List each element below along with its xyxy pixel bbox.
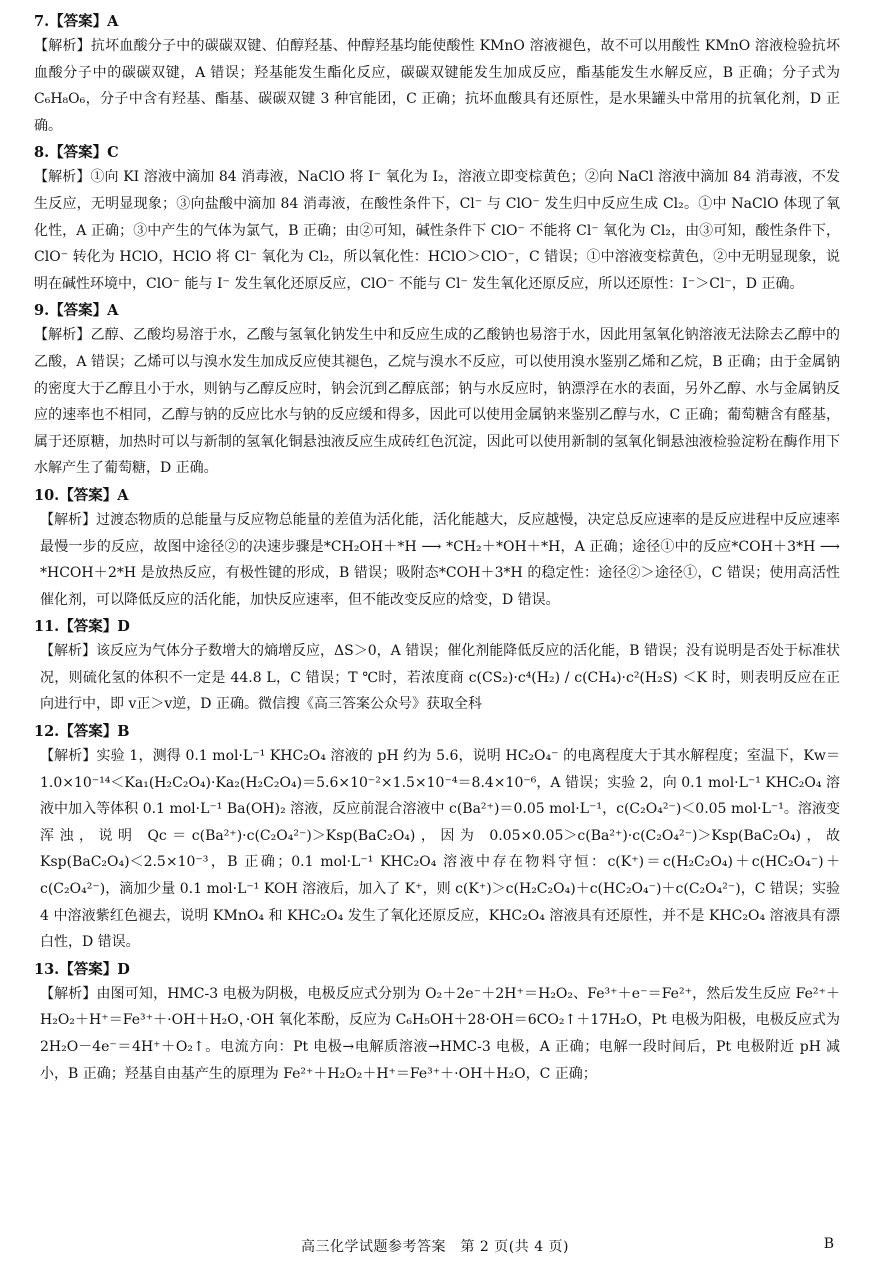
explanation: 【解析】由图可知，HMC-3 电极为阴极，电极反应式分别为 O₂＋2e⁻＋2H⁺＝H₂O₂、Fe³⁺＋e⁻＝Fe²⁺，然后发生反应 Fe²⁺＋H₂O₂＋H⁺＝Fe³⁺＋·OH＋H₂O，·OH 氧化苯酚，反应为 C₆H₅OH＋28·OH＝6CO₂↑＋17H₂O，Pt 电极为阳极，电极反应式为 2H₂O－4e⁻＝4H⁺＋O₂↑。电流方向：Pt 电极→电解质溶液→HMC-3 电极，A 正确；电解一段时间后，Pt 电极附近 pH 减小，B 正确；羟基自由基产生的原理为 Fe²⁺＋H₂O₂＋H⁺＝Fe³⁺＋·OH＋H₂O，C 正确； (40, 985, 840, 1082)
footer-title: 高三化学试题参考答案 第 2 页(共 4 页) (300, 1239, 570, 1255)
answer-line: 7.【答案】A (34, 13, 119, 30)
question-8 (34, 142, 840, 297)
answer-line: 11.【答案】D (34, 618, 130, 636)
answer-page (34, 8, 840, 1087)
question-7 (34, 11, 840, 139)
paper-version: B (823, 1236, 834, 1252)
explanation: 【解析】①向 KI 溶液中滴加 84 消毒液，NaClO 将 I⁻ 氧化为 I₂，溶液立即变棕黄色；②向 NaCl 溶液中滴加 84 消毒液，不发生反应，无明显现象；③向盐酸中滴加 84 消毒液，在酸性条件下，Cl⁻ 与 ClO⁻ 发生归中反应生成 Cl₂。①中 NaClO 体现了氧化性，A 正确；③中产生的气体为氯气，B 正确；由②可知，碱性条件下 ClO⁻ 不能将 Cl⁻ 氧化为 Cl₂，由③可知，酸性条件下，ClO⁻ 转化为 HClO，HClO 将 Cl⁻ 氧化为 Cl₂，所以氧化性：HClO＞ClO⁻，C 错误；①中溶液变棕黄色，②中无明显现象，说明在碱性环境中，ClO⁻ 能与 I⁻ 发生氧化还原反应，ClO⁻ 不能与 Cl⁻ 发生氧化还原反应，所以还原性：I⁻＞Cl⁻，D 正确。 (34, 169, 840, 292)
question-9 (34, 300, 840, 482)
explanation: 【解析】乙醇、乙酸均易溶于水，乙酸与氢氧化钠发生中和反应生成的乙酸钠也易溶于水，因此用氢氧化钠溶液无法除去乙醇中的乙酸，A 错误；乙烯可以与溴水发生加成反应使其褪色，乙烷与溴水不反应，可以使用溴水鉴别乙烯和乙烷，B 正确；由于金属钠的密度大于乙醇且小于水，则钠与乙醇反应时，钠会沉到乙醇底部；钠与水反应时，钠漂浮在水的表面，另外乙醇、水与金属钠反应的速率也不相同，乙醇与钠的反应比水与钠的反应缓和得多，因此可以使用金属钠来鉴别乙醇与水，C 正确；葡萄糖含有醛基，属于还原糖，加热时可以与新制的氢氧化铜悬浊液反应生成砖红色沉淀，因此可以使用新制的氢氧化铜悬浊液检验淀粉在酶作用下水解产生了葡萄糖，D 正确。 (34, 327, 840, 477)
question-10 (34, 485, 840, 613)
page-footer (0, 1236, 870, 1260)
answer-line: 9.【答案】A (34, 302, 119, 320)
explanation: 【解析】该反应为气体分子数增大的熵增反应，ΔS＞0，A 错误；催化剂能降低反应的活化能，B 错误；没有说明是否处于标准状况，则硫化氢的体积不一定是 44.8 L，C 错误；T ℃时，若浓度商 c(CS₂)·c⁴(H₂) / c(CH₄)·c²(H₂S) ＜K 时，则表明反应在正向进行中，即 v正＞v逆，D 正确。微信搜《高三答案公众号》获取全科 (40, 643, 840, 713)
answer-line: 8.【答案】C (34, 144, 119, 162)
question-11 (34, 616, 840, 718)
answer-line: 12.【答案】B (34, 723, 130, 741)
explanation: 【解析】抗坏血酸分子中的碳碳双键、伯醇羟基、仲醇羟基均能使酸性 KMnO 溶液褪色，故不可以用酸性 KMnO 溶液检验抗坏血酸分子中的碳碳双键，A 错误；羟基能发生酯化反应，碳碳双键能发生加成反应，酯基能发生水解反应，B 正确；分子式为 C₆H₈O₆，分子中含有羟基、酯基、碳碳双键 3 种官能团，C 正确；抗坏血酸具有还原性，是水果罐头中常用的抗氧化剂，D 正确。 (34, 38, 840, 134)
answer-line: 13.【答案】D (34, 960, 130, 978)
answer-line: 10.【答案】A (34, 486, 129, 504)
question-13 (34, 959, 840, 1087)
explanation: 【解析】实验 1，测得 0.1 mol·L⁻¹ KHC₂O₄ 溶液的 pH 约为 5.6，说明 HC₂O₄⁻ 的电离程度大于其水解程度；室温下，Kw＝1.0×10⁻¹⁴＜Ka₁(H₂C₂O₄)·Ka₂(H₂C₂O₄)＝5.6×10⁻²×1.5×10⁻⁴＝8.4×10⁻⁶，A 错误；实验 2，向 0.1 mol·L⁻¹ KHC₂O₄ 溶液中加入等体积 0.1 mol·L⁻¹ Ba(OH)₂ 溶液，反应前混合溶液中 c(Ba²⁺)＝0.05 mol·L⁻¹，c(C₂O₄²⁻)＜0.05 mol·L⁻¹。溶液变浑浊，说明 Qc＝c(Ba²⁺)·c(C₂O₄²⁻)＞Ksp(BaC₂O₄)，因为 0.05×0.05＞c(Ba²⁺)·c(C₂O₄²⁻)＞Ksp(BaC₂O₄)，故 Ksp(BaC₂O₄)＜2.5×10⁻³，B 正确；0.1 mol·L⁻¹ KHC₂O₄ 溶液中存在物料守恒：c(K⁺)＝c(H₂C₂O₄)＋c(HC₂O₄⁻)＋c(C₂O₄²⁻)，滴加少量 0.1 mol·L⁻¹ KOH 溶液后，加入了 K⁺，则 c(K⁺)＞c(H₂C₂O₄)＋c(HC₂O₄⁻)＋c(C₂O₄²⁻)，C 错误；实验 4 中溶液紫红色褪去，说明 KMnO₄ 和 KHC₂O₄ 发生了氧化还原反应，KHC₂O₄ 溶液具有还原性，并不是 KHC₂O₄ 溶液具有漂白性，D 错误。 (40, 748, 840, 951)
explanation: 【解析】过渡态物质的总能量与反应物总能量的差值为活化能，活化能越大，反应越慢，决定总反应速率的是反应进程中反应速率最慢一步的反应，故图中途径②的决速步骤是*CH₂OH＋*H ⟶ *CH₂＋*OH＋*H，A 正确；途径①中的反应*COH＋3*H ⟶ *HCOH＋2*H 是放热反应，有极性键的形成，B 错误；吸附态*COH＋3*H 的稳定性：途径②＞途径①，C 错误；使用高活性催化剂，可以降低反应的活化能，加快反应速率，但不能改变反应的焓变，D 错误。 (40, 511, 840, 608)
question-12 (34, 721, 840, 956)
